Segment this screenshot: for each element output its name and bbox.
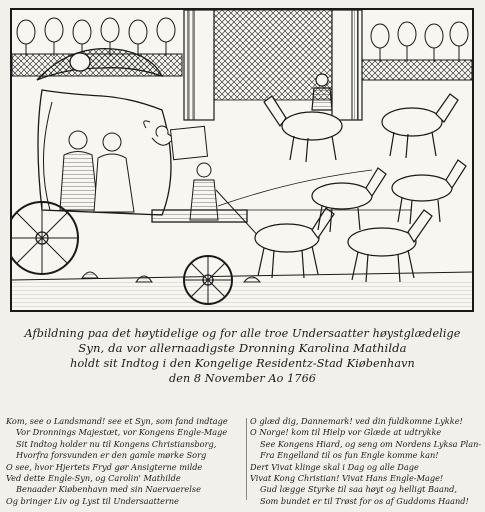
verse-line: Fra Engelland til os fun Engle komme kan! [260, 450, 439, 461]
verse-column-right [250, 416, 485, 507]
caption-line: Afbildning paa det høytidelige og for alle troe Undersaatter høystglædelige [24, 327, 461, 340]
verse-line: Og bringer Liv og Lyst til Undersaatterne [6, 495, 180, 506]
verse-line: Som bundet er til Trøst for os af Guddoms Haand! [260, 495, 469, 506]
verse-line: Kom, see o Landsmand! see et Syn, som fand indtage [6, 416, 228, 426]
caption-line: holdt sit Indtog i den Kongelige Residentz-Stad Kiøbenhavn [70, 357, 415, 370]
caption-date: den 8 November Ao 1766 [168, 372, 317, 385]
coachman [190, 163, 262, 240]
caption-line: Syn, da vor allernaadigste Dronning Karolina Mathilda [78, 341, 407, 355]
verse-line: O Norge! kom til Hielp vor Glæde at udtrykke [250, 427, 442, 438]
verse-line: Ved dette Engle-Syn, og Carolin' Mathilde [6, 473, 181, 484]
verse-line: Dert Vivat klinge skal i Dag og alle Dage [250, 461, 419, 472]
verse-line: Hvorfra forsvunden er den gamle mørke Sorg [16, 450, 207, 461]
verse-column-left [6, 416, 242, 507]
verse-line: Vor Dronnings Majestæt, vor Kongens Engle-Mage [16, 427, 228, 438]
verse-line: O glæd dig, Dannemark! ved din fuldkomne Lykke! [250, 416, 463, 426]
garden-wall-right [362, 60, 472, 80]
verse-line: O see, hvor Hjertets Fryd gør Ansigterne milde [6, 461, 203, 472]
verse-line: Vivat Kong Christian! Vivat Hans Engle-Mage! [250, 473, 444, 484]
tree-row-right [371, 22, 468, 62]
woodcut-illustration [10, 8, 474, 312]
verse-line: Sit Indtog holder nu til Kongens Christiansborg, [16, 438, 217, 449]
verse-line: Gud lægge Styrke til saa høyt og helligt Baand, [260, 484, 457, 495]
title-caption [10, 326, 475, 386]
ground [12, 280, 472, 310]
verse-line: Benaader Kiøbenhavn med sin Naervaerelse [16, 484, 201, 495]
column-divider [246, 418, 247, 500]
procession-engraving [12, 10, 472, 310]
verse-block [6, 416, 481, 510]
verse-line: See Kongens Hiard, og seng om Nordens Lyksa Plan- [260, 438, 482, 449]
